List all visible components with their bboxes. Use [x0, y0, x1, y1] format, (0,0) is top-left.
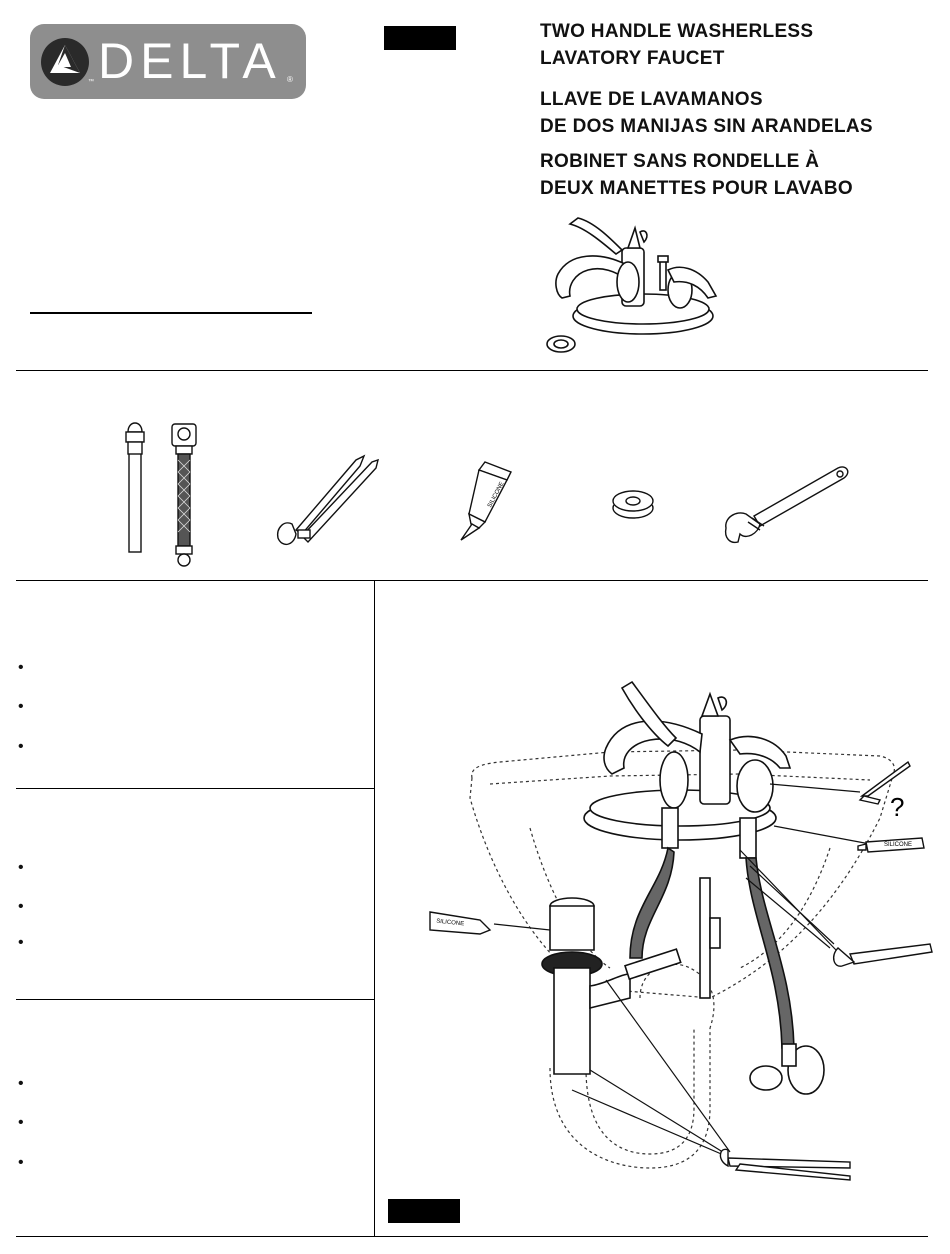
section-divider-2	[16, 580, 928, 581]
delta-triangle-icon	[40, 37, 90, 87]
column-divider	[374, 580, 375, 1236]
registered-symbol: ®	[287, 75, 293, 84]
title-english-line-2: LAVATORY FAUCET	[540, 48, 725, 69]
silicone-label-1: SILICONE	[487, 481, 506, 509]
section-divider-1	[16, 370, 928, 371]
adjustable-wrench-icon	[720, 462, 852, 546]
brand-name: DELTA	[98, 33, 282, 89]
basin-wrench-icon	[272, 454, 384, 552]
bullet-3-3: •	[18, 1154, 24, 1171]
left-divider-1	[16, 788, 374, 789]
title-french-line-2: DEUX MANETTES POUR LAVABO	[540, 178, 853, 199]
faucet-product-illustration	[540, 208, 730, 360]
rubber-washer-icon	[608, 486, 658, 522]
bullet-2-2: •	[18, 898, 24, 915]
model-number-tab	[384, 26, 456, 50]
bullet-2-1: •	[18, 859, 24, 876]
silicone-label-2: SILICONE	[435, 918, 465, 928]
silicone-tube-icon	[455, 458, 519, 542]
bullet-3-2: •	[18, 1114, 24, 1131]
installation-diagram	[410, 668, 940, 1190]
title-spanish	[540, 86, 873, 140]
title-english-line-1: TWO HANDLE WASHERLESS	[540, 21, 814, 42]
supply-lines-icon	[120, 414, 200, 572]
bullet-1-1: •	[18, 659, 24, 676]
left-divider-2	[16, 999, 374, 1000]
silicone-label-3: SILICONE	[884, 842, 913, 848]
signature-line	[30, 312, 312, 314]
bottom-rule	[16, 1236, 928, 1237]
title-french	[540, 148, 853, 202]
bullet-3-1: •	[18, 1075, 24, 1092]
bullet-2-3: •	[18, 934, 24, 951]
bullet-1-2: •	[18, 698, 24, 715]
title-french-line-1: ROBINET SANS RONDELLE À	[540, 151, 820, 172]
trademark-symbol: ™	[88, 79, 94, 85]
title-english	[540, 18, 813, 72]
delta-logo	[30, 24, 306, 99]
question-mark: ?	[890, 792, 905, 822]
footer-tab	[388, 1199, 460, 1223]
bullet-1-3: •	[18, 738, 24, 755]
title-spanish-line-2: DE DOS MANIJAS SIN ARANDELAS	[540, 116, 873, 137]
title-spanish-line-1: LLAVE DE LAVAMANOS	[540, 89, 763, 110]
